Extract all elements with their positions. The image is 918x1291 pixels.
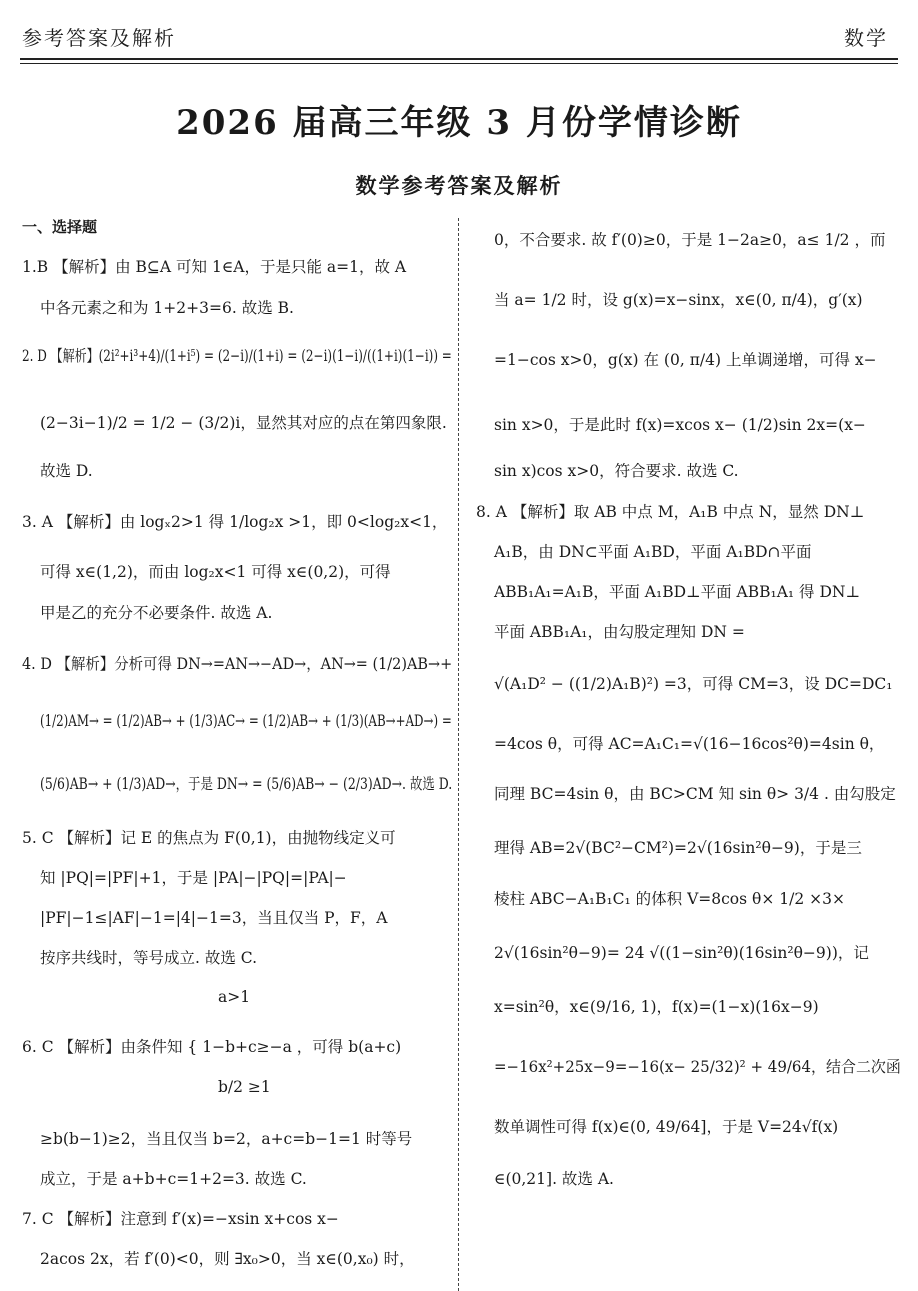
text-line: 成立，于是 a+b+c=1+2=3. 故选 C.	[40, 1170, 307, 1188]
text-line: 数单调性可得 f(x)∈(0, 49/64]，于是 V=24√f(x)	[494, 1118, 839, 1136]
text-line: 故选 D.	[40, 462, 93, 480]
text-line: (5/6)AB→ + (1/3)AD→，于是 DN→ = (5/6)AB→ − (2/3)AD→. 故选 D.	[40, 775, 453, 793]
text-line: sin x>0，于是此时 f(x)=xcos x− (1/2)sin 2x=(x−	[494, 416, 866, 434]
text-line: 2acos 2x，若 f′(0)<0，则 ∃x₀>0，当 x∈(0,x₀) 时，	[40, 1250, 415, 1268]
text-line: sin x)cos x>0，符合要求. 故选 C.	[494, 462, 739, 480]
text-line: 中各元素之和为 1+2+3=6. 故选 B.	[40, 299, 294, 317]
text-line: (1/2)AM→ = (1/2)AB→ + (1/3)AC→ = (1/2)AB→ + (1/3)(AB→+AD→) =	[40, 712, 452, 730]
text-line: 棱柱 ABC−A₁B₁C₁ 的体积 V=8cos θ× 1/2 ×3×	[494, 890, 845, 908]
text-line: 知 |PQ|=|PF|+1，于是 |PA|−|PQ|=|PA|−	[40, 869, 347, 887]
header-rule-thin	[20, 63, 898, 64]
header-subject: 数学	[844, 26, 888, 50]
text-line: ABB₁A₁=A₁B，平面 A₁BD⊥平面 ABB₁A₁ 得 DN⊥	[494, 583, 861, 601]
text-line: 3. A 【解析】由 logₓ2>1 得 1/log₂x >1，即 0<log₂x<1，	[22, 513, 448, 531]
text-line: =4cos θ，可得 AC=A₁C₁=√(16−16cos²θ)=4sin θ，	[494, 735, 885, 753]
text-line: √(A₁D² − ((1/2)A₁B)²) =3，可得 CM=3，设 DC=DC₁	[494, 675, 893, 693]
text-line: 6. C 【解析】由条件知 { 1−b+c≥−a ，可得 b(a+c)	[22, 1038, 402, 1056]
header-rule-thick	[20, 58, 898, 60]
text-line: 5. C 【解析】记 E 的焦点为 F(0,1)，由抛物线定义可	[22, 829, 396, 847]
column-divider	[458, 218, 459, 1291]
text-line: |PF|−1≤|AF|−1=|4|−1=3，当且仅当 P，F，A	[40, 909, 388, 927]
header-left-title: 参考答案及解析	[22, 26, 176, 50]
text-line: 1.B 【解析】由 B⊆A 可知 1∈A，于是只能 a=1，故 A	[22, 258, 407, 276]
page-title: 2026 届高三年级 3 月份学情诊断	[176, 103, 742, 143]
text-line: =1−cos x>0，g(x) 在 (0, π/4) 上单调递增，可得 x−	[494, 351, 877, 369]
text-line: 按序共线时，等号成立. 故选 C.	[40, 949, 258, 967]
page-subtitle: 数学参考答案及解析	[355, 174, 563, 198]
section-heading: 一、选择题	[22, 218, 98, 236]
text-line: 当 a= 1/2 时，设 g(x)=x−sinx，x∈(0, π/4)，g′(x)	[494, 291, 863, 309]
text-line: x=sin²θ，x∈(9/16, 1)，f(x)=(1−x)(16x−9)	[494, 998, 819, 1016]
text-line: ∈(0,21]. 故选 A.	[494, 1170, 614, 1188]
text-line: ≥b(b−1)≥2，当且仅当 b=2，a+c=b−1=1 时等号	[40, 1130, 413, 1148]
text-line: 0，不合要求. 故 f′(0)≥0，于是 1−2a≥0，a≤ 1/2 ，而	[494, 231, 886, 249]
page-header	[0, 0, 918, 60]
text-line: 理得 AB=2√(BC²−CM²)=2√(16sin²θ−9)，于是三	[494, 839, 862, 857]
text-line: 2√(16sin²θ−9)= 24 √((1−sin²θ)(16sin²θ−9))，记	[494, 944, 869, 962]
text-line: 7. C 【解析】注意到 f′(x)=−xsin x+cos x−	[22, 1210, 339, 1228]
text-line: A₁B，由 DN⊂平面 A₁BD，平面 A₁BD∩平面	[494, 543, 812, 561]
text-line: 可得 x∈(1,2)，而由 log₂x<1 可得 x∈(0,2)，可得	[40, 563, 391, 581]
text-line: 8. A 【解析】取 AB 中点 M，A₁B 中点 N，显然 DN⊥	[476, 503, 865, 521]
text-line: 2. D 【解析】(2i²+i³+4)/(1+i⁵) = (2−i)/(1+i) = (2−i)(1−i)/((1+i)(1−i)) =	[22, 347, 452, 365]
text-line: =−16x²+25x−9=−16(x− 25/32)² + 49/64，结合二次函	[494, 1058, 901, 1076]
text-line: a>1	[218, 988, 251, 1006]
text-line: 平面 ABB₁A₁，由勾股定理知 DN =	[494, 623, 745, 641]
text-line: 甲是乙的充分不必要条件. 故选 A.	[40, 604, 273, 622]
text-line: b/2 ≥1	[218, 1078, 271, 1096]
text-line: (2−3i−1)/2 = 1/2 − (3/2)i，显然其对应的点在第四象限.	[40, 414, 447, 432]
text-line: 4. D 【解析】分析可得 DN→=AN→−AD→，AN→= (1/2)AB→+	[22, 655, 453, 673]
text-line: 同理 BC=4sin θ，由 BC>CM 知 sin θ> 3/4 . 由勾股定	[494, 785, 896, 803]
